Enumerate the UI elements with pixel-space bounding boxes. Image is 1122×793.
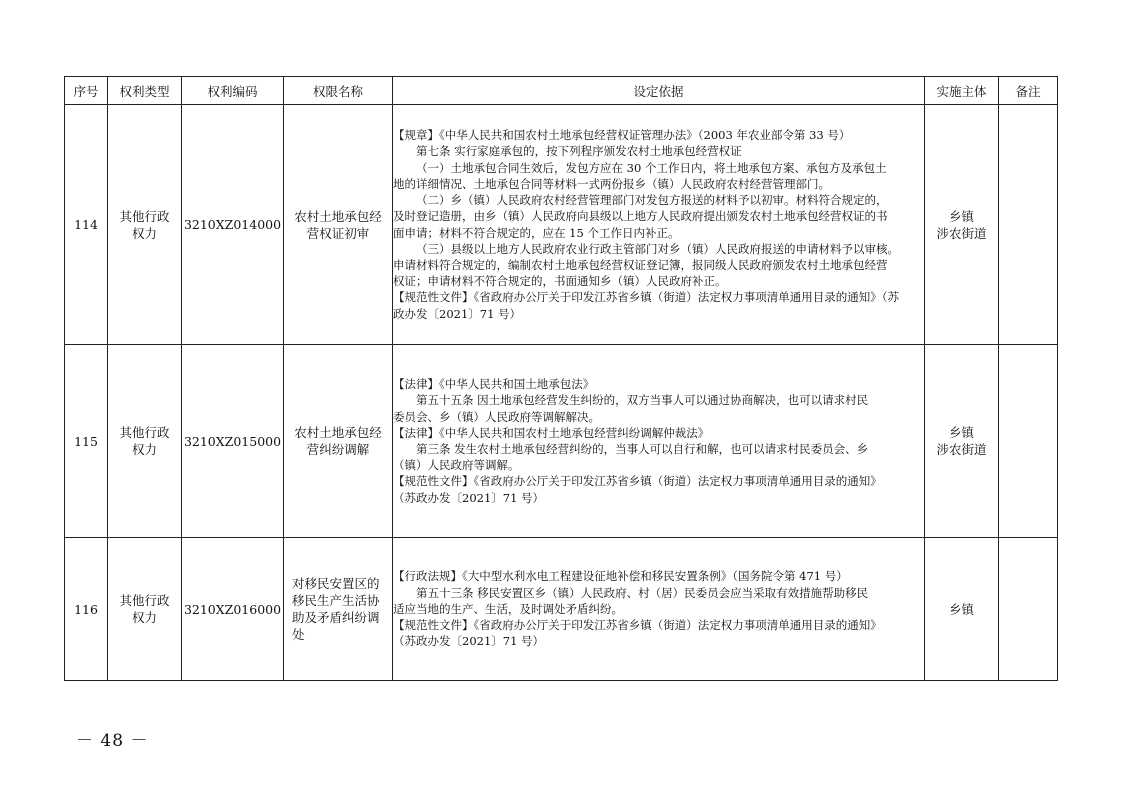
cell-basis bbox=[393, 538, 925, 681]
header-type: 权利类型 bbox=[108, 77, 182, 105]
header-subject: 实施主体 bbox=[925, 77, 999, 105]
basis-line: 【法律】《中华人民共和国土地承包法》 bbox=[393, 377, 595, 392]
basis-line: 政办发〔2021〕71 号） bbox=[393, 306, 522, 321]
cell-subject: 乡镇 bbox=[925, 538, 999, 681]
cell-note bbox=[999, 538, 1058, 681]
basis-line: （一）土地承包合同生效后，发包方应在 30 个工作日内，将土地承包方案、承包方及承包土 bbox=[416, 160, 887, 175]
type-line: 权力 bbox=[131, 610, 157, 625]
cell-basis bbox=[393, 345, 925, 538]
name-line: 移民生产生活协 bbox=[292, 593, 380, 608]
cell-basis bbox=[393, 105, 925, 345]
subject-line: 涉农街道 bbox=[936, 225, 987, 241]
cell-code: 3210XZ015000 bbox=[182, 345, 284, 538]
type-line: 其他行政 bbox=[119, 425, 170, 440]
cell-type bbox=[108, 345, 182, 538]
header-code: 权利编码 bbox=[182, 77, 284, 105]
name-line: 助及矛盾纠纷调 bbox=[292, 610, 380, 625]
cell-subject bbox=[925, 105, 999, 345]
basis-line: 委员会、乡（镇）人民政府等调解解决。 bbox=[393, 409, 600, 424]
name-line: 农村土地承包经 bbox=[294, 425, 382, 440]
cell-type bbox=[108, 538, 182, 681]
subject-line: 涉农街道 bbox=[936, 442, 987, 457]
name-line: 营权证初审 bbox=[306, 225, 370, 241]
cell-seq: 114 bbox=[65, 105, 108, 345]
cell-code: 3210XZ016000 bbox=[182, 538, 284, 681]
basis-line: 【法律】《中华人民共和国农村土地承包经营纠纷调解仲裁法》 bbox=[393, 425, 710, 440]
cell-code: 3210XZ014000 bbox=[182, 105, 284, 345]
basis-line: 权证；申请材料不符合规定的，书面通知乡（镇）人民政府补正。 bbox=[393, 274, 727, 289]
basis-line: 【规范性文件】《省政府办公厅关于印发江苏省乡镇（街道）法定权力事项清单通用目录的通知》（苏 bbox=[393, 290, 899, 305]
cell-name bbox=[284, 538, 393, 681]
basis-line: 面申请；材料不符合规定的，应在 15 个工作日内补正。 bbox=[393, 225, 680, 240]
basis-line: （二）乡（镇）人民政府农村经营管理部门对发包方报送的材料予以初审。材料符合规定的， bbox=[416, 193, 888, 208]
header-note: 备注 bbox=[999, 77, 1058, 105]
header-seq: 序号 bbox=[65, 77, 108, 105]
basis-line: 第七条 实行家庭承包的，按下列程序颁发农村土地承包经营权证 bbox=[416, 144, 742, 159]
cell-note bbox=[999, 345, 1058, 538]
cell-type bbox=[108, 105, 182, 345]
basis-line: 适应当地的生产、生活，及时调处矛盾纠纷。 bbox=[393, 601, 623, 616]
header-basis: 设定依据 bbox=[393, 77, 925, 105]
basis-line: （苏政办发〔2021〕71 号） bbox=[393, 634, 545, 649]
subject-line: 乡镇 bbox=[948, 425, 974, 440]
basis-line: 第三条 发生农村土地承包经营纠纷的，当事人可以自行和解，也可以请求村民委员会、乡 bbox=[416, 442, 869, 456]
cell-note bbox=[999, 105, 1058, 345]
type-line: 权力 bbox=[131, 225, 157, 241]
basis-line: 第五十五条 因土地承包经营发生纠纷的，双方当事人可以通过协商解决，也可以请求村民 bbox=[416, 393, 869, 408]
name-line: 对移民安置区的 bbox=[292, 576, 380, 591]
header-name: 权限名称 bbox=[284, 77, 393, 105]
name-line: 农村土地承包经 bbox=[294, 208, 382, 224]
basis-line: （三）县级以上地方人民政府农业行政主管部门对乡（镇）人民政府报送的申请材料予以审核。 bbox=[416, 241, 899, 256]
basis-line: 【规范性文件】《省政府办公厅关于印发江苏省乡镇（街道）法定权力事项清单通用目录的通知》 bbox=[393, 618, 882, 633]
rights-table bbox=[64, 76, 1058, 681]
basis-line: 第五十三条 移民安置区乡（镇）人民政府、村（居）民委员会应当采取有效措施帮助移民 bbox=[416, 585, 869, 600]
cell-subject bbox=[925, 345, 999, 538]
subject-line: 乡镇 bbox=[948, 208, 974, 224]
type-line: 其他行政 bbox=[119, 593, 170, 608]
basis-line: （苏政办发〔2021〕71 号） bbox=[393, 490, 545, 505]
table-row bbox=[65, 345, 1058, 538]
table-row bbox=[65, 538, 1058, 681]
cell-seq: 116 bbox=[65, 538, 108, 681]
basis-line: 【行政法规】《大中型水利水电工程建设征地补偿和移民安置条例》（国务院令第 471 号） bbox=[393, 569, 848, 584]
table-header-row bbox=[65, 77, 1058, 105]
cell-name bbox=[284, 105, 393, 345]
table-row bbox=[65, 105, 1058, 345]
basis-line: 地的详细情况、土地承包合同等材料一式两份报乡（镇）人民政府农村经营管理部门。 bbox=[393, 176, 830, 191]
type-line: 其他行政 bbox=[119, 208, 170, 224]
name-line: 处 bbox=[292, 627, 305, 642]
name-line: 营纠纷调解 bbox=[306, 442, 370, 457]
type-line: 权力 bbox=[131, 442, 157, 457]
page-number: － 48 － bbox=[76, 731, 149, 751]
cell-seq: 115 bbox=[65, 345, 108, 538]
basis-line: 【规范性文件】《省政府办公厅关于印发江苏省乡镇（街道）法定权力事项清单通用目录的通知》 bbox=[393, 474, 882, 489]
cell-name bbox=[284, 345, 393, 538]
basis-line: 及时登记造册，由乡（镇）人民政府向县级以上地方人民政府提出颁发农村土地承包经营权证的书 bbox=[393, 209, 888, 224]
basis-line: 申请材料符合规定的，编制农村土地承包经营权证登记簿，报同级人民政府颁发农村土地承包经营 bbox=[393, 257, 888, 272]
basis-line: 【规章】《中华人民共和国农村土地承包经营权证管理办法》（2003 年农业部令第 33 号） bbox=[393, 128, 851, 143]
basis-line: （镇）人民政府等调解。 bbox=[393, 458, 520, 473]
